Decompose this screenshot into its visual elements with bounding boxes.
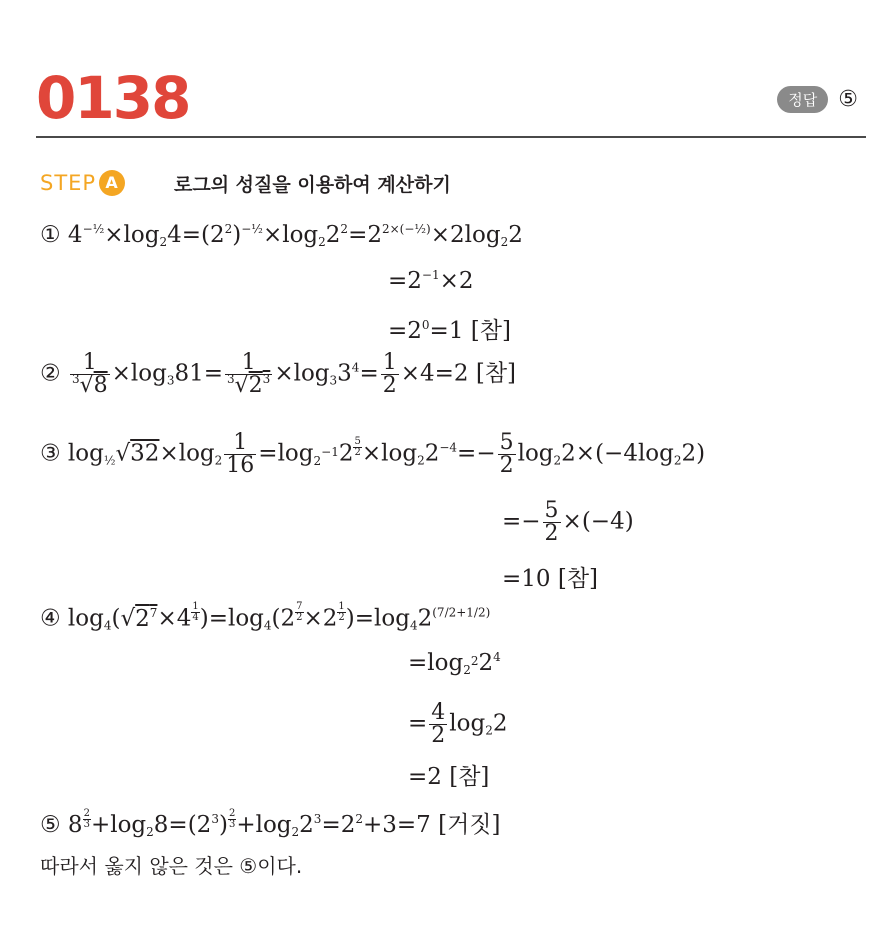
item-5-number: ⑤ [40,812,61,838]
item-3-line-3: =10 [참] [502,566,599,592]
item-4-line-2: $=\log_{2^2}2^4$ [408,650,501,678]
item-1-number: ① [40,222,61,248]
answer-label: 정답 [777,86,828,113]
item-3-line-1: ③ $\log_{\frac{1}{2}}√32\times\log_2$ $\frac{1}{16}$ $=\log_{2^{-1}}2$ $\frac{5}{2}$ $\times\log_22^{-4}=-$ $\frac{5}{2}$ $\log_22\times(-4\log_22)$ [40,430,706,478]
item-4-line-4: =2 [참] [408,764,490,790]
step-title: 로그의 성질을 이용하여 계산하기 [174,174,451,196]
item-3-verdict: [참] [557,566,599,592]
item-1-line-3: $=2^0=1$ [참] [388,318,511,344]
item-2-number: ② [40,360,61,387]
item-3-number: ③ [40,440,61,467]
answer-box [777,86,858,113]
header-divider [36,136,866,138]
conclusion: 따라서 옳지 않은 것은 ⑤이다. [40,854,303,878]
item-1-line-1: ① $4^{-\frac{1}{2}}\times\log_24=(2^2)^{-\frac{1}{2}}\times\log_22^2=2^{2\times(-\frac{1}{2})}\times 2\log_22$ [40,222,523,250]
step-tag [40,170,125,196]
item-2-verdict: [참] [475,360,517,387]
item-1-line-2: $=2^{-1}\times 2$ [388,268,474,294]
item-3-line-2: =− $\frac{5}{2}$ ×(−4) [502,498,634,546]
answer-value: ⑤ [838,87,858,112]
item-5-line-1: ⑤ 8 $\frac{2}{3}$ $+\log_28=(2^3)$ $\frac{2}{3}$ $+\log_22^3=2^2+3=7$ [거짓] [40,807,501,840]
item-2-line-1: ② $\frac{1}{^3√8}$ $\times\log_381=$ $\frac{1}{^3√2^3}$ $\times\log_33^4=$ $\frac{1}{2}$ ×4=2 [참] [40,350,517,398]
item-4-verdict: [참] [449,764,490,790]
item-1-verdict: [참] [470,318,511,344]
item-4-line-1: ④ $\log_4(√2^7\times 4$ $\frac{1}{4}$ )$=\log_4(2$ $\frac{7}{2}$ ×2 $\frac{1}{2}$ )$=\log_42^{(7/2+1/2)}$ [40,601,491,633]
item-4-line-3: = $\frac{4}{2}$ $\log_22$ [408,700,508,748]
item-4-number: ④ [40,605,61,632]
problem-number: 0138 [36,64,190,132]
step-letter-badge: A [99,170,125,196]
item-5-verdict: [거짓] [438,812,501,838]
step-label: STEP [40,171,97,195]
